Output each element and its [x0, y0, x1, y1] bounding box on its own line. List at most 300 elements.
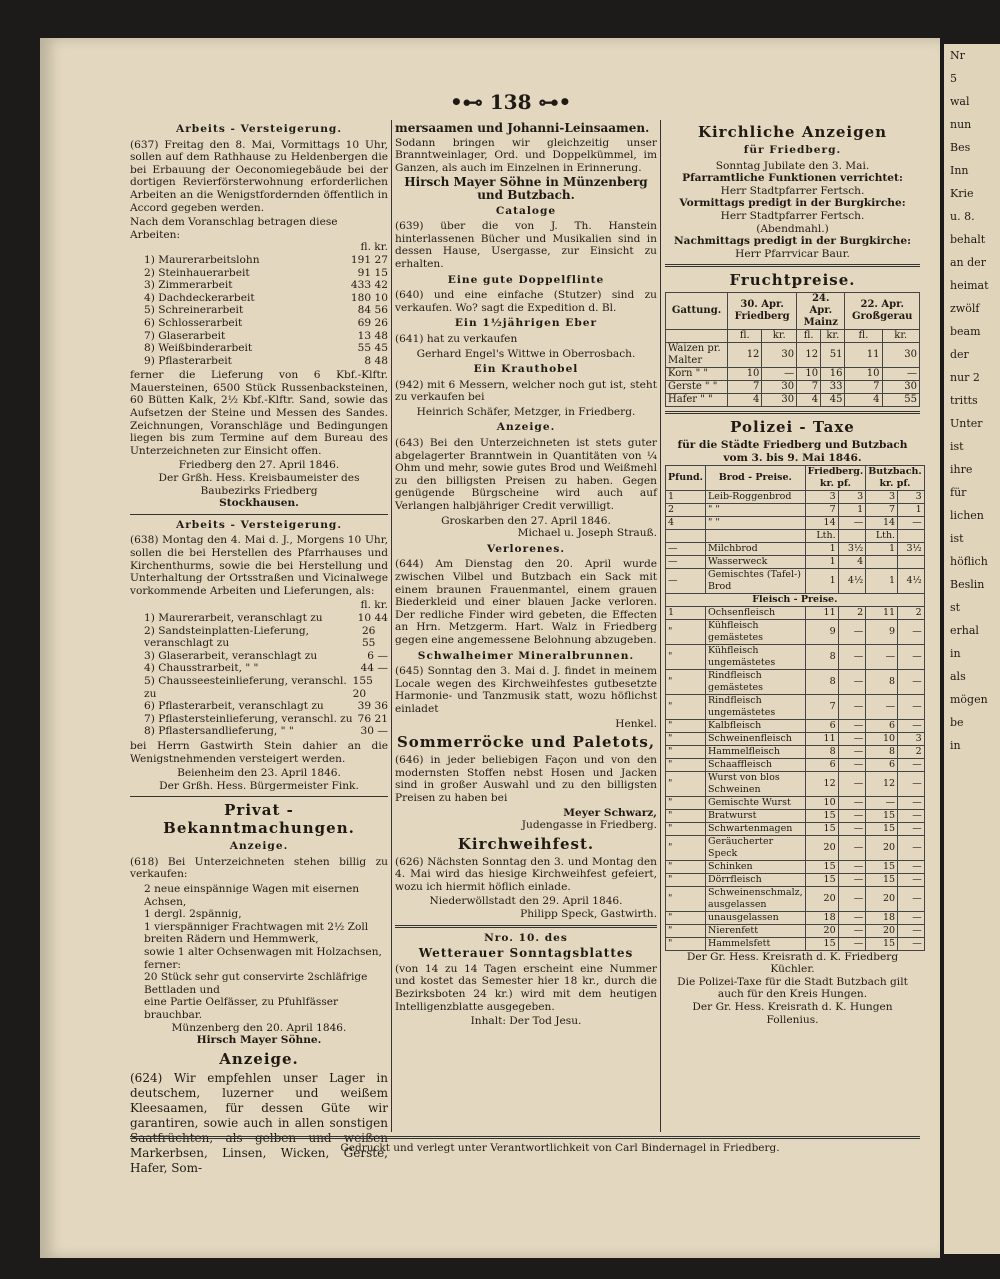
ad-title: Verlorenes. — [486, 542, 566, 555]
table-cell: 45 — [821, 394, 845, 407]
cost-label: 6) Pflasterarbeit, veranschlagt zu — [144, 700, 324, 713]
table-cell: — — [666, 555, 706, 568]
notice-signature-name: Küchler. — [770, 963, 815, 976]
table-cell: " " — [706, 516, 806, 529]
table-cell: 30 — [882, 381, 920, 394]
table-cell: 8 — [805, 669, 838, 694]
table-cell: " — [666, 911, 706, 924]
cost-label: 5) Schreinerarbeit — [144, 304, 244, 317]
table-row — [666, 394, 920, 407]
table-cell — [866, 555, 898, 568]
table-row — [666, 809, 925, 822]
table-cell: 3 — [866, 490, 898, 503]
edge-text: st — [950, 601, 961, 614]
list-item: eine Partie Oelfässer, zu Pfuhlfässer brauchbar. — [144, 996, 339, 1021]
table-cell: — — [898, 835, 925, 860]
table-cell: 3 — [898, 732, 925, 745]
edge-text: Bes — [950, 141, 971, 154]
cost-value: 155 20 — [352, 674, 373, 700]
table-cell: 7 — [845, 381, 882, 394]
table-cell: — — [838, 911, 866, 924]
table-cell: 7 — [805, 503, 838, 516]
notice-body: (645) Sonntag den 3. Mai d. J. findet in meinem Locale wegen des Kirchweihfestes gutbesetzte Harmonie- und Tanzmusik statt, wozu höflichst einladet — [395, 665, 657, 715]
cost-item — [130, 355, 388, 368]
cost-label: 4) Chausstrarbeit, " " — [144, 662, 259, 675]
table-cell: 1 — [805, 542, 838, 555]
notice-signature: Der Grßh. Hess. Bürgermeister Fink. — [159, 779, 359, 792]
table-cell: 20 — [866, 835, 898, 860]
ad-title: Nro. 10. des — [484, 931, 568, 944]
table-cell: 16 — [821, 368, 845, 381]
table-cell: — — [838, 516, 866, 529]
table-cell: 7 — [866, 503, 898, 516]
cost-item — [130, 713, 388, 726]
notice-body: ferner die Lieferung von 6 Kbf.-Klftr. Mauersteinen, 6500 Stück Russenbacksteinen, 60 Bütten Kalk, 2½ Kbf.-Klftr. Sand, sowie das Aufsetzen der Steine und Messen des Sandes. Zeichnungen, Voranschläge und Bedingungen liegen bis zum Termine auf dem Bureau des Unterzeichneten zur Einsicht offen. — [130, 369, 388, 457]
table-cell: Kühfleisch gemästetes — [706, 619, 806, 644]
table-row — [666, 568, 925, 593]
notice-signature: Hirsch Mayer Söhne in Münzenberg und Butzbach. — [404, 175, 648, 202]
table-header: 24. Apr. Mainz — [797, 293, 845, 330]
church-line: Pfarramtliche Funktionen verrichtet: — [682, 172, 903, 185]
notice-body: (637) Freitag den 8. Mai, Vormittags 10 Uhr, sollen auf dem Rathhause zu Heldenbergen die bei Erbauung der Oeconomiegebäude bei der dortigen Revierförsterwohnung erforderlichen Arbeiten an die Wenigstfordernden öffentlich in Accord gegeben werden. — [130, 138, 388, 214]
cost-value: 433 42 — [350, 279, 388, 292]
table-cell: 18 — [866, 911, 898, 924]
table-cell: Gerste " " — [666, 381, 728, 394]
notice-signature: Meyer Schwarz, — [563, 806, 657, 819]
notice-body: (942) mit 6 Messern, welcher noch gut ist, steht zu verkaufen bei — [395, 378, 657, 404]
edge-text: Krie — [950, 187, 974, 200]
table-cell: — — [898, 809, 925, 822]
table-cell — [706, 529, 806, 542]
table-cell: 7 — [728, 381, 762, 394]
table-cell: " — [666, 644, 706, 669]
notice-date: Niederwöllstadt den 29. April 1846. — [429, 895, 623, 908]
cost-value: 13 48 — [357, 329, 388, 342]
table-cell: " — [666, 886, 706, 911]
cost-value: 8 48 — [364, 354, 388, 367]
table-cell: — — [838, 719, 866, 732]
table-cell: — — [838, 937, 866, 950]
cost-label: 2) Sandsteinplatten-Lieferung, veranschlagt zu — [144, 624, 310, 650]
notice-body: (641) hat zu verkaufen — [395, 332, 518, 345]
cost-item — [130, 625, 388, 650]
table-row — [666, 719, 925, 732]
cost-value: 10 44 — [357, 611, 388, 624]
table-row — [666, 911, 925, 924]
table-cell — [898, 555, 925, 568]
list-item: 20 Stück sehr gut conservirte 2schläfrige Bettladen und — [144, 971, 368, 996]
cost-value: 39 36 — [357, 700, 388, 713]
table-cell: 8 — [866, 669, 898, 694]
notice-body: (618) Bei Unterzeichneten stehen billig zu verkaufen: — [130, 855, 388, 881]
table-cell: " — [666, 796, 706, 809]
table-cell: — — [838, 619, 866, 644]
notice-signature-name: Stockhausen. — [219, 497, 299, 510]
meat-title: Fleisch - Preise. — [666, 593, 925, 606]
table-cell: — — [898, 873, 925, 886]
edge-text: be — [950, 716, 964, 729]
table-cell: " " — [706, 503, 806, 516]
table-cell: — — [898, 771, 925, 796]
table-cell: 3½ — [838, 542, 866, 555]
ad-title: Sommerröcke und Paletots, — [396, 733, 656, 752]
table-cell: Gemischtes (Tafel-) Brod — [706, 568, 806, 593]
table-cell: 4 — [728, 394, 762, 407]
table-cell: 3 — [898, 490, 925, 503]
table-row — [666, 669, 925, 694]
edge-text: höflich — [950, 555, 988, 568]
ad-title: Cataloge — [495, 204, 557, 217]
table-cell: 12 — [805, 771, 838, 796]
table-row — [666, 516, 925, 529]
table-cell: 8 — [866, 745, 898, 758]
table-cell: — — [666, 542, 706, 555]
table-cell: — — [882, 368, 920, 381]
notice-body: (646) in jeder beliebigen Façon und von den modernsten Stoffen nebst Hosen und Jacken sind in großer Auswahl und zu den billigsten Preisen zu haben bei — [395, 754, 657, 804]
section-subtitle: für die Städte Friedberg und Butzbach — [677, 439, 908, 452]
table-cell: — — [898, 516, 925, 529]
ad-title: Ein Krauthobel — [473, 363, 579, 376]
table-cell: Ochsenfleisch — [706, 606, 806, 619]
table-cell: 1 — [666, 490, 706, 503]
cost-item — [130, 700, 388, 713]
edge-text: lichen — [950, 509, 984, 522]
notice-body: Sodann bringen wir gleichzeitig unser Branntweinlager, Ord. und Doppelkümmel, im Ganzen, als auch im Einzelnen in Erinnerung. — [395, 136, 657, 174]
section-title: Arbeits - Versteigerung. — [175, 123, 343, 135]
table-cell: unausgelassen — [706, 911, 806, 924]
section-title: Fruchtpreise. — [729, 271, 856, 290]
edge-text: tritts — [950, 394, 978, 407]
table-cell: " — [666, 719, 706, 732]
notice-body: (644) Am Dienstag den 20. April wurde zwischen Vilbel und Butzbach ein Sack mit einem braunen Frauenmantel, einem grauen Biederkleid und einer blauen Jacke verloren. Der redliche Finder wird gebeten, die Effecten an Hrn. Metzgerm. Hart. Walz in Friedberg gegen eine angemessene Belohnung abzugeben. — [395, 558, 657, 646]
table-cell: Schweinenfleisch — [706, 732, 806, 745]
edge-text: Unter — [950, 417, 983, 430]
table-cell: — — [866, 694, 898, 719]
table-cell: 30 — [762, 394, 797, 407]
church-line: Herr Stadtpfarrer Fertsch. — [720, 209, 865, 222]
table-row — [666, 732, 925, 745]
table-cell: 3½ — [898, 542, 925, 555]
ad-title: Anzeige. — [496, 421, 556, 434]
cost-label: 9) Pflasterarbeit — [144, 354, 232, 367]
cost-value: 26 55 — [361, 624, 376, 650]
notice-signature-name: Follenius. — [766, 1013, 819, 1026]
table-cell: — — [838, 835, 866, 860]
ad-title: Anzeige. — [229, 840, 289, 853]
cost-label: 3) Zimmerarbeit — [144, 279, 233, 292]
table-cell: 2 — [838, 606, 866, 619]
table-cell: 33 — [821, 381, 845, 394]
table-cell: 1 — [666, 606, 706, 619]
notice-signature: Gerhard Engel's Wittwe in Oberrosbach. — [416, 347, 636, 360]
units-label: fl. kr. — [360, 599, 388, 612]
notice-body: Inhalt: Der Tod Jesu. — [470, 1015, 582, 1028]
table-cell: 6 — [866, 758, 898, 771]
table-cell: 30 — [762, 381, 797, 394]
notice-date: Sonntag Jubilate den 3. Mai. — [715, 159, 870, 172]
cost-label: 4) Dachdeckerarbeit — [144, 291, 255, 304]
table-header: 22. Apr. Großgerau — [845, 293, 920, 330]
notice-date: Groskarben den 27. April 1846. — [441, 514, 611, 527]
unit-cell: fl. — [728, 330, 762, 343]
table-cell — [838, 529, 866, 542]
table-row — [666, 593, 925, 606]
table-cell: " — [666, 732, 706, 745]
table-cell: — — [898, 886, 925, 911]
cost-item — [130, 279, 388, 292]
table-cell: 6 — [805, 758, 838, 771]
cost-item — [130, 304, 388, 317]
item-list — [130, 883, 388, 1022]
table-row — [666, 822, 925, 835]
edge-text: in — [950, 647, 961, 660]
table-cell: Hammelfleisch — [706, 745, 806, 758]
cost-value: 6 — — [367, 649, 388, 662]
notice-body: (624) Wir empfehlen unser Lager in deutschem, luzerner und weißem Kleesaamen, für dessen Güte wir garantiren, sowie auch in allen sonstigen Saatfrüchten, als gelben und weißen Markerbsen, Linsen, Wicken, Gerste, Hafer, Som- — [130, 1070, 388, 1175]
table-cell: 51 — [821, 343, 845, 368]
table-cell: 30 — [882, 343, 920, 368]
table-cell: 55 — [882, 394, 920, 407]
cost-item — [130, 254, 388, 267]
table-cell: 10 — [728, 368, 762, 381]
ad-title: Kirchweihfest. — [457, 834, 595, 853]
table-cell: 3 — [805, 490, 838, 503]
table-row — [666, 503, 925, 516]
table-row — [666, 886, 925, 911]
notice-signature: Heinrich Schäfer, Metzger, in Friedberg. — [416, 405, 636, 418]
ad-title: Ein 1½jährigen Eber — [454, 317, 598, 330]
edge-text: Beslin — [950, 578, 985, 591]
notice-date: Münzenberg den 20. April 1846. — [171, 1021, 347, 1034]
table-cell: Wurst von blos Schweinen — [706, 771, 806, 796]
cost-list — [130, 612, 388, 738]
table-cell: 15 — [805, 809, 838, 822]
table-cell: " — [666, 771, 706, 796]
table-cell: 1 — [866, 568, 898, 593]
notice-signature: Der Gr. Hess. Kreisrath d. K. Friedberg — [686, 950, 899, 963]
notice-date: Beienheim den 23. April 1846. — [177, 767, 341, 780]
unit-cell: fl. — [797, 330, 821, 343]
table-cell: 9 — [805, 619, 838, 644]
table-cell: — — [838, 924, 866, 937]
church-line: Herr Pfarrvicar Baur. — [735, 247, 850, 260]
notice-intro: Nach dem Voranschlag betragen diese Arbeiten: — [130, 216, 338, 241]
church-line: Nachmittags predigt in der Burgkirche: — [673, 235, 912, 248]
table-cell: 15 — [805, 937, 838, 950]
table-row — [666, 860, 925, 873]
notice-signature: Der Gr. Hess. Kreisrath d. K. Hungen — [692, 1000, 893, 1013]
notice-signature: Michael u. Joseph Strauß. — [517, 527, 657, 540]
table-cell: 4 — [797, 394, 821, 407]
edge-text: wal — [950, 95, 970, 108]
cost-item — [130, 725, 388, 738]
edge-text: an der — [950, 256, 986, 269]
cost-item — [130, 292, 388, 305]
unit-cell: kr. — [821, 330, 845, 343]
table-cell: 14 — [866, 516, 898, 529]
table-cell: — — [898, 911, 925, 924]
table-cell: — — [898, 860, 925, 873]
table-cell: Kalbfleisch — [706, 719, 806, 732]
column-rule — [391, 120, 392, 1132]
table-cell: 3 — [838, 490, 866, 503]
cost-item — [130, 662, 388, 675]
table-row — [666, 606, 925, 619]
notice-signature: Hirsch Mayer Söhne. — [196, 1034, 322, 1047]
notice-signature: Judengasse in Friedberg. — [521, 819, 657, 832]
edge-text: als — [950, 670, 966, 683]
notice-date: Friedberg den 27. April 1846. — [178, 459, 340, 472]
table-cell: — — [898, 937, 925, 950]
cost-label: 8) Weißbinderarbeit — [144, 342, 253, 355]
cost-item — [130, 675, 388, 700]
ad-title: Schwalheimer Mineralbrunnen. — [417, 649, 635, 662]
table-row — [666, 924, 925, 937]
table-cell: 1 — [866, 542, 898, 555]
table-cell: 20 — [866, 886, 898, 911]
table-cell: 12 — [797, 343, 821, 368]
table-cell: " — [666, 809, 706, 822]
table-cell: 1 — [898, 503, 925, 516]
section-title: Kirchliche Anzeigen — [697, 123, 888, 141]
table-cell: Schaaffleisch — [706, 758, 806, 771]
table-cell: 15 — [866, 937, 898, 950]
table-cell: 10 — [797, 368, 821, 381]
notice-signature: Philipp Speck, Gastwirth. — [520, 908, 657, 921]
table-cell: " — [666, 619, 706, 644]
table-cell: 6 — [805, 719, 838, 732]
table-cell: 14 — [805, 516, 838, 529]
table-cell: 8 — [805, 644, 838, 669]
edge-text: für — [950, 486, 967, 499]
cost-item — [130, 612, 388, 625]
table-cell: 10 — [805, 796, 838, 809]
table-cell: — — [762, 368, 797, 381]
unit-cell: kr. — [882, 330, 920, 343]
cost-item — [130, 330, 388, 343]
table-cell: 6 — [866, 719, 898, 732]
right-column — [665, 120, 920, 1135]
cost-label: 7) Glaserarbeit — [144, 329, 226, 342]
table-row — [666, 937, 925, 950]
table-cell: 12 — [866, 771, 898, 796]
table-cell: Waizen pr. Malter — [666, 343, 728, 368]
table-cell: — — [666, 568, 706, 593]
table-cell: Rindfleisch gemästetes — [706, 669, 806, 694]
table-cell: 20 — [866, 924, 898, 937]
cost-item — [130, 267, 388, 280]
table-cell: 4½ — [838, 568, 866, 593]
table-cell: 4 — [666, 516, 706, 529]
table-cell: — — [898, 924, 925, 937]
unit-cell: kr. — [762, 330, 797, 343]
table-cell: — — [838, 745, 866, 758]
table-cell: 20 — [805, 924, 838, 937]
edge-text: 5 — [950, 72, 957, 85]
table-cell: Bratwurst — [706, 809, 806, 822]
edge-text: Inn — [950, 164, 969, 177]
table-row — [666, 381, 920, 394]
table-cell: 15 — [805, 873, 838, 886]
table-cell: Schwartenmagen — [706, 822, 806, 835]
list-item: 1 vierspänniger Frachtwagen mit 2½ Zoll breiten Rädern und Hemmwerk, — [144, 920, 369, 946]
left-column — [130, 120, 388, 1175]
edge-text: heimat — [950, 279, 989, 292]
table-cell: 20 — [805, 886, 838, 911]
table-cell: — — [838, 669, 866, 694]
table-cell: 15 — [805, 822, 838, 835]
table-cell: 7 — [797, 381, 821, 394]
table-cell: Schinken — [706, 860, 806, 873]
edge-text: behalt — [950, 233, 986, 246]
page-number: •⊷ 138 ⊶• — [450, 90, 572, 114]
table-cell: Hafer " " — [666, 394, 728, 407]
table-cell: " — [666, 669, 706, 694]
table-cell: 11 — [845, 343, 882, 368]
table-cell: 30 — [762, 343, 797, 368]
cost-item — [130, 650, 388, 663]
ad-title: Anzeige. — [219, 1049, 299, 1068]
table-cell: " — [666, 822, 706, 835]
table-row — [666, 796, 925, 809]
column-rule — [660, 120, 661, 1132]
table-cell: — — [838, 860, 866, 873]
table-cell: 15 — [866, 860, 898, 873]
notice-body: mersaamen und Johanni-Leinsaamen. — [395, 121, 650, 135]
edge-text: beam — [950, 325, 981, 338]
table-cell: 7 — [805, 694, 838, 719]
table-header: Gattung. — [666, 293, 728, 330]
table-cell: Milchbrod — [706, 542, 806, 555]
table-cell: " — [666, 860, 706, 873]
table-header: Butzbach. kr. pf. — [866, 465, 925, 490]
middle-column — [395, 120, 657, 1135]
table-row — [666, 343, 920, 368]
table-header: Pfund. — [666, 465, 706, 490]
cost-label: 3) Glaserarbeit, veranschlagt zu — [144, 649, 318, 662]
table-header: 30. Apr. Friedberg — [728, 293, 797, 330]
notice-date: vom 3. bis 9. Mai 1846. — [723, 451, 862, 464]
table-cell: — — [838, 822, 866, 835]
cost-label: 2) Steinhauerarbeit — [144, 266, 250, 279]
table-cell: Korn " " — [666, 368, 728, 381]
ad-title: Eine gute Doppelflinte — [447, 273, 605, 286]
cost-item — [130, 317, 388, 330]
table-cell: 2 — [666, 503, 706, 516]
notice-body: (von 14 zu 14 Tagen erscheint eine Nummer und kostet das Semester hier 18 kr., durch die Bezirksboten 24 kr.) wird mit dem heutigen Intelligenzblatte ausgegeben. — [395, 962, 657, 1013]
table-cell: 18 — [805, 911, 838, 924]
cost-label: 6) Schlosserarbeit — [144, 316, 243, 329]
table-cell: Nierenfett — [706, 924, 806, 937]
section-title: Arbeits - Versteigerung. — [175, 518, 343, 531]
table-row — [666, 555, 925, 568]
edge-text: in — [950, 739, 961, 752]
table-row — [666, 835, 925, 860]
table-row — [666, 490, 925, 503]
table-cell: " — [666, 745, 706, 758]
cost-label: 7) Pflastersteinlieferung, veranschl. zu — [144, 712, 353, 725]
cost-label: 8) Pflastersandlieferung, " " — [144, 725, 294, 738]
edge-text: erhal — [950, 624, 979, 637]
table-cell: 1 — [805, 568, 838, 593]
printer-footer: Gedruckt und verlegt unter Verantwortlichkeit von Carl Bindernagel in Friedberg. — [340, 1142, 780, 1154]
table-cell: 11 — [805, 732, 838, 745]
table-cell: Gemischte Wurst — [706, 796, 806, 809]
cost-label: 5) Chausseesteinlieferung, veranschl. zu — [144, 674, 347, 700]
table-row — [666, 368, 920, 381]
notice-body: bei Herrn Gastwirth Stein dahier an die Wenigstnehmenden versteigert werden. — [130, 739, 388, 765]
table-cell: 11 — [866, 606, 898, 619]
